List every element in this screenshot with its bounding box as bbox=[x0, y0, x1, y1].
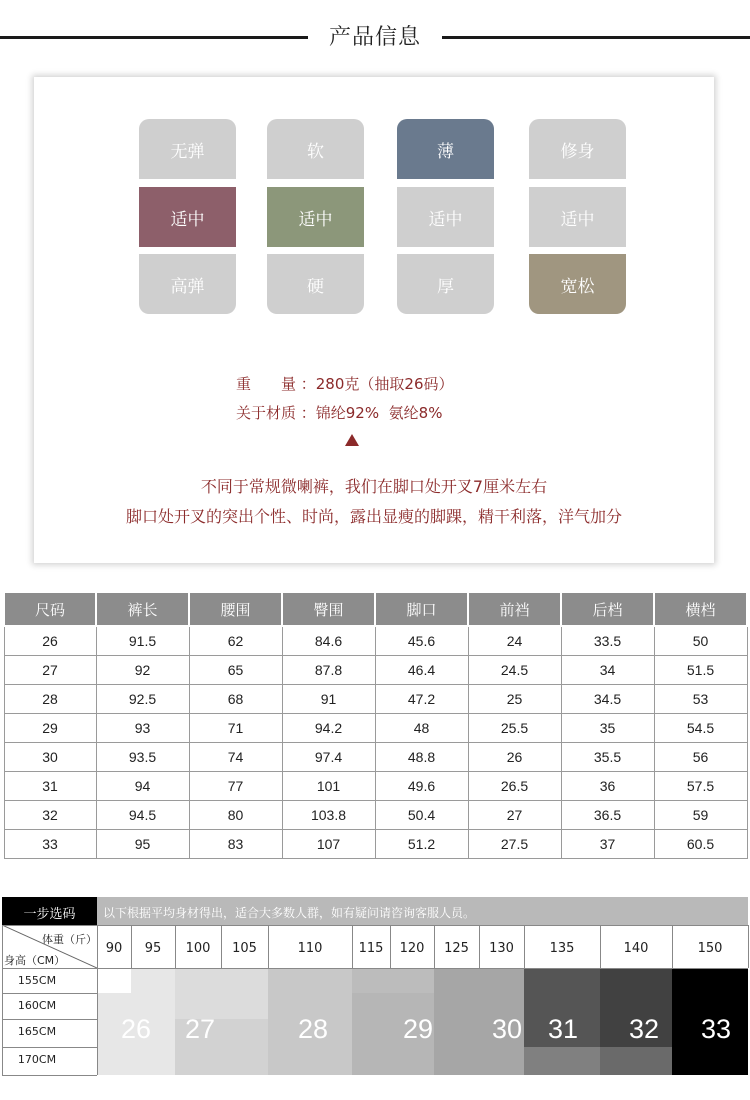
table-cell: 27.5 bbox=[468, 830, 561, 859]
height-row-label: 170CM bbox=[17, 1053, 57, 1066]
attribute-chip-1-mid: 适中 bbox=[139, 187, 236, 247]
attribute-chip-2-bot: 硬 bbox=[267, 254, 364, 314]
grid-vline bbox=[352, 925, 353, 968]
table-cell: 94.5 bbox=[96, 801, 189, 830]
size-recommendation: 28 bbox=[297, 1014, 329, 1044]
weight-header-cell: 115 bbox=[358, 941, 384, 956]
attribute-chip-4-bot: 宽松 bbox=[529, 254, 626, 314]
table-cell: 27 bbox=[4, 656, 96, 685]
table-cell: 33 bbox=[4, 830, 96, 859]
weight-header-cell: 90 bbox=[105, 941, 123, 956]
grid-hline bbox=[2, 1019, 97, 1020]
table-row bbox=[4, 772, 747, 801]
grid-vline bbox=[479, 925, 480, 968]
table-cell: 54.5 bbox=[654, 714, 747, 743]
table-cell: 26 bbox=[4, 626, 96, 656]
table-cell: 26 bbox=[468, 743, 561, 772]
size-recommendation: 30 bbox=[491, 1014, 523, 1044]
grid-hline bbox=[2, 1047, 97, 1048]
table-cell: 87.8 bbox=[282, 656, 375, 685]
attribute-chip-2-mid: 适中 bbox=[267, 187, 364, 247]
grid-hline bbox=[2, 993, 97, 994]
grid-vline bbox=[2, 925, 3, 1075]
table-cell: 34.5 bbox=[561, 685, 654, 714]
grid-vline bbox=[600, 925, 601, 968]
height-row-label: 160CM bbox=[17, 999, 57, 1012]
grid-vline bbox=[175, 925, 176, 968]
table-cell: 93.5 bbox=[96, 743, 189, 772]
table-cell: 36.5 bbox=[561, 801, 654, 830]
size-band bbox=[175, 968, 268, 1019]
table-cell: 29 bbox=[4, 714, 96, 743]
fit-chart-note: 以下根据平均身材得出，适合大多数人群，如有疑问请咨询客服人员。 bbox=[103, 906, 476, 920]
table-row bbox=[4, 830, 747, 859]
table-cell: 62 bbox=[189, 626, 282, 656]
table-cell: 53 bbox=[654, 685, 747, 714]
grid-hline bbox=[2, 1075, 97, 1076]
weight-header-cell: 95 bbox=[144, 941, 162, 956]
weight-header-cell: 130 bbox=[489, 941, 514, 956]
table-cell: 45.6 bbox=[375, 626, 468, 656]
size-table-header-cell: 裤长 bbox=[96, 592, 189, 626]
weight-spec: 重 量 ：280克（抽取26码） bbox=[236, 375, 454, 393]
table-cell: 33.5 bbox=[561, 626, 654, 656]
table-cell: 80 bbox=[189, 801, 282, 830]
table-cell: 24.5 bbox=[468, 656, 561, 685]
size-recommendation: 26 bbox=[120, 1014, 152, 1044]
table-cell: 103.8 bbox=[282, 801, 375, 830]
table-cell: 77 bbox=[189, 772, 282, 801]
size-recommendation: 29 bbox=[402, 1014, 434, 1044]
weight-header-cell: 120 bbox=[399, 941, 425, 956]
header-rule-right bbox=[442, 36, 750, 39]
size-table-header-cell: 横档 bbox=[654, 592, 747, 626]
table-cell: 65 bbox=[189, 656, 282, 685]
table-cell: 49.6 bbox=[375, 772, 468, 801]
table-cell: 57.5 bbox=[654, 772, 747, 801]
weight-header-cell: 135 bbox=[549, 941, 575, 956]
grid-vline bbox=[390, 925, 391, 968]
table-cell: 50 bbox=[654, 626, 747, 656]
table-cell: 31 bbox=[4, 772, 96, 801]
weight-header-cell: 100 bbox=[185, 941, 211, 956]
attribute-chip-4-top: 修身 bbox=[529, 119, 626, 179]
table-cell: 34 bbox=[561, 656, 654, 685]
table-cell: 25.5 bbox=[468, 714, 561, 743]
grid-vline bbox=[672, 925, 673, 968]
size-table-header-cell: 尺码 bbox=[4, 592, 96, 626]
size-band bbox=[600, 1047, 672, 1075]
table-cell: 48 bbox=[375, 714, 468, 743]
table-cell: 93 bbox=[96, 714, 189, 743]
fit-chart-label: 一步选码 bbox=[23, 907, 76, 922]
table-row bbox=[4, 743, 747, 772]
weight-axis-label: 体重（斤） bbox=[42, 933, 97, 946]
size-table-header-cell: 脚口 bbox=[375, 592, 468, 626]
fit-chart bbox=[2, 897, 748, 1075]
size-recommendation: 31 bbox=[547, 1014, 579, 1044]
table-cell: 32 bbox=[4, 801, 96, 830]
table-cell: 60.5 bbox=[654, 830, 747, 859]
table-cell: 36 bbox=[561, 772, 654, 801]
attribute-chip-1-top: 无弹 bbox=[139, 119, 236, 179]
table-cell: 56 bbox=[654, 743, 747, 772]
grid-vline bbox=[131, 925, 132, 968]
table-cell: 94 bbox=[96, 772, 189, 801]
size-recommendation: 32 bbox=[628, 1014, 660, 1044]
table-cell: 68 bbox=[189, 685, 282, 714]
grid-vline bbox=[524, 925, 525, 968]
table-cell: 97.4 bbox=[282, 743, 375, 772]
grid-hline bbox=[2, 925, 748, 926]
table-cell: 37 bbox=[561, 830, 654, 859]
table-cell: 84.6 bbox=[282, 626, 375, 656]
attribute-chip-3-bot: 厚 bbox=[397, 254, 494, 314]
table-cell: 94.2 bbox=[282, 714, 375, 743]
size-band bbox=[352, 968, 434, 993]
table-cell: 47.2 bbox=[375, 685, 468, 714]
section-title: 产品信息 bbox=[328, 25, 421, 50]
size-table-header-cell: 前裆 bbox=[468, 592, 561, 626]
attribute-chip-3-top: 薄 bbox=[397, 119, 494, 179]
table-cell: 28 bbox=[4, 685, 96, 714]
table-cell: 74 bbox=[189, 743, 282, 772]
grid-vline bbox=[97, 925, 98, 1075]
grid-vline bbox=[748, 925, 749, 968]
table-cell: 35.5 bbox=[561, 743, 654, 772]
size-table-header bbox=[4, 592, 747, 626]
table-row bbox=[4, 656, 747, 685]
description-line-2: 脚口处开叉的突出个性、时尚，露出显瘦的脚踝，精干利落，洋气加分 bbox=[125, 507, 622, 526]
table-cell: 51.2 bbox=[375, 830, 468, 859]
height-axis-label: 身高（CM） bbox=[4, 954, 66, 967]
description-line-1: 不同于常规微喇裤，我们在脚口处开叉7厘米左右 bbox=[200, 477, 548, 496]
table-row bbox=[4, 626, 747, 656]
height-row-label: 165CM bbox=[17, 1025, 57, 1038]
table-cell: 83 bbox=[189, 830, 282, 859]
grid-hline bbox=[2, 968, 748, 969]
material-spec: 关于材质 ：锦纶92% 氨纶8% bbox=[236, 404, 443, 422]
attribute-chip-2-top: 软 bbox=[267, 119, 364, 179]
table-cell: 24 bbox=[468, 626, 561, 656]
table-cell: 25 bbox=[468, 685, 561, 714]
attribute-chip-3-mid: 适中 bbox=[397, 187, 494, 247]
size-band bbox=[131, 968, 175, 993]
weight-header-cell: 150 bbox=[697, 941, 723, 956]
header-rule-left bbox=[0, 36, 308, 39]
table-cell: 27 bbox=[468, 801, 561, 830]
attribute-chip-4-mid: 适中 bbox=[529, 187, 626, 247]
table-cell: 92.5 bbox=[96, 685, 189, 714]
grid-vline bbox=[434, 925, 435, 968]
triangle-up-icon bbox=[345, 434, 359, 446]
table-cell: 26.5 bbox=[468, 772, 561, 801]
size-band bbox=[524, 1047, 600, 1075]
table-cell: 107 bbox=[282, 830, 375, 859]
table-cell: 46.4 bbox=[375, 656, 468, 685]
table-cell: 95 bbox=[96, 830, 189, 859]
size-table-header-cell: 后档 bbox=[561, 592, 654, 626]
table-cell: 71 bbox=[189, 714, 282, 743]
table-cell: 91.5 bbox=[96, 626, 189, 656]
height-row-label: 155CM bbox=[17, 974, 57, 987]
table-cell: 30 bbox=[4, 743, 96, 772]
table-row bbox=[4, 714, 747, 743]
weight-header-cell: 110 bbox=[297, 941, 323, 956]
table-cell: 91 bbox=[282, 685, 375, 714]
size-recommendation: 27 bbox=[184, 1014, 216, 1044]
attribute-chip-1-bot: 高弹 bbox=[139, 254, 236, 314]
weight-header-cell: 105 bbox=[232, 941, 257, 956]
grid-vline bbox=[221, 925, 222, 968]
table-cell: 35 bbox=[561, 714, 654, 743]
size-recommendation: 33 bbox=[700, 1014, 732, 1044]
table-cell: 50.4 bbox=[375, 801, 468, 830]
table-row bbox=[4, 685, 747, 714]
size-table-header-cell: 腰围 bbox=[189, 592, 282, 626]
size-table bbox=[3, 591, 748, 859]
size-table-header-cell: 臀围 bbox=[282, 592, 375, 626]
table-cell: 92 bbox=[96, 656, 189, 685]
table-cell: 51.5 bbox=[654, 656, 747, 685]
weight-header-cell: 140 bbox=[623, 941, 649, 956]
grid-vline bbox=[268, 925, 269, 968]
table-row bbox=[4, 801, 747, 830]
corner-diagonal bbox=[2, 925, 97, 968]
table-cell: 48.8 bbox=[375, 743, 468, 772]
table-cell: 101 bbox=[282, 772, 375, 801]
weight-header-cell: 125 bbox=[444, 941, 469, 956]
table-cell: 59 bbox=[654, 801, 747, 830]
